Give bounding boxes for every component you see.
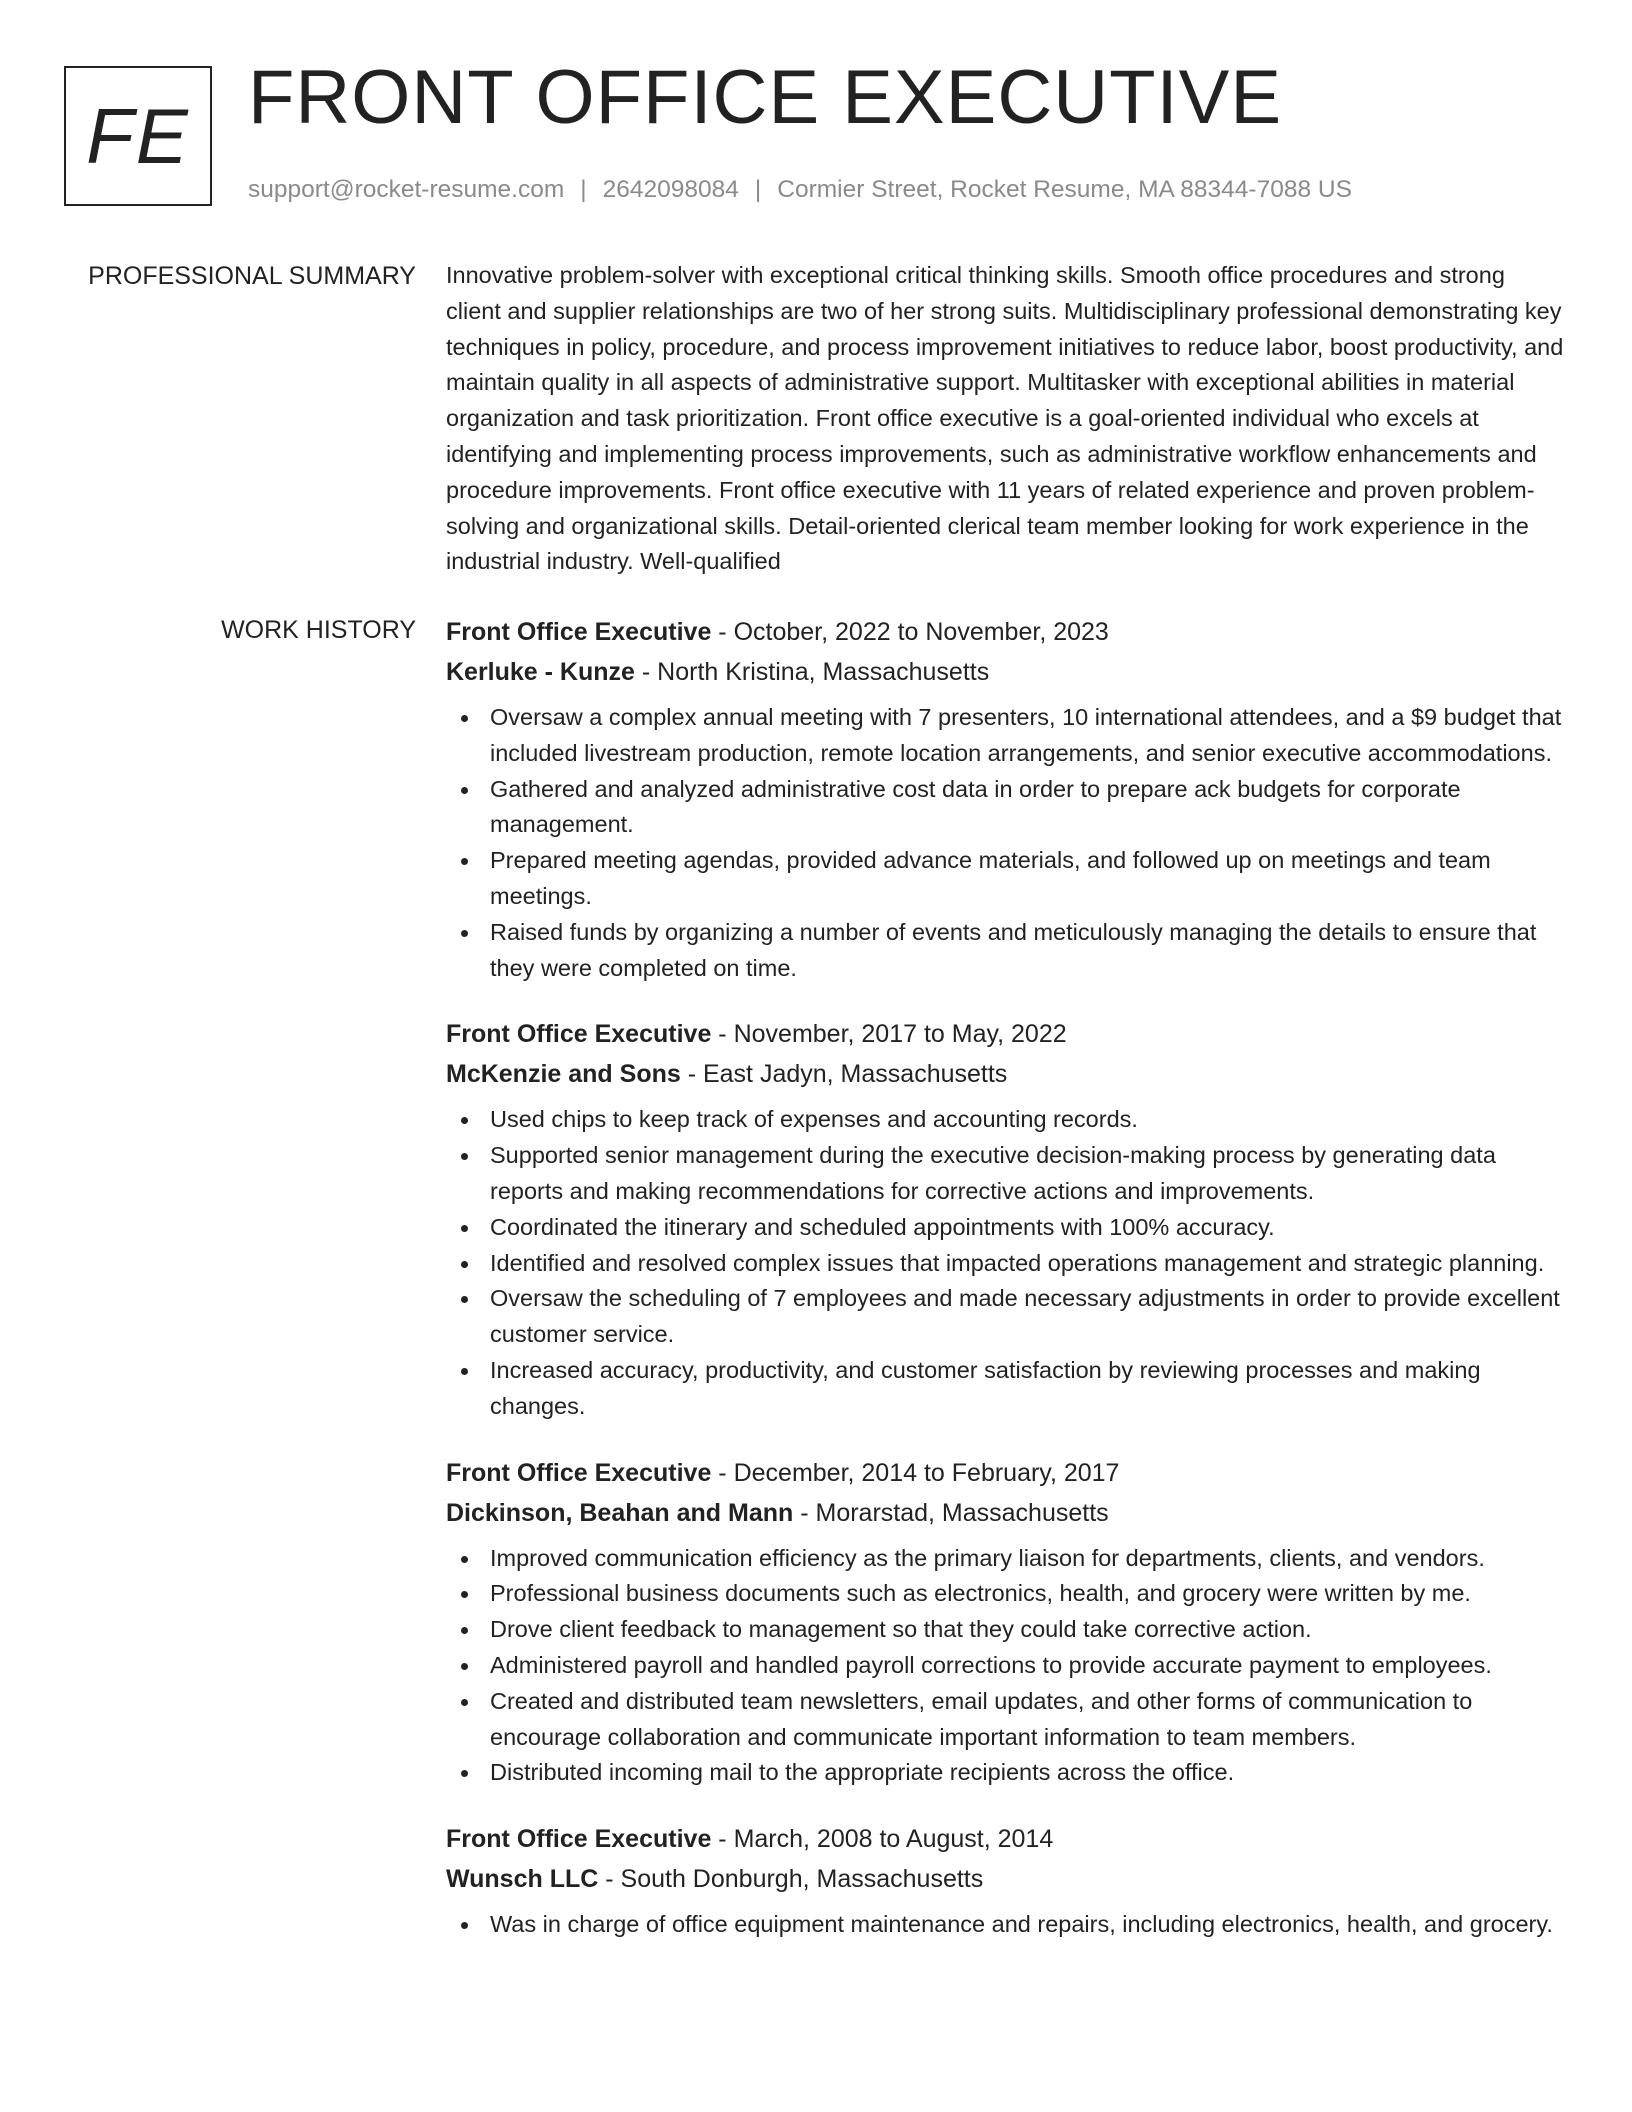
- bullet-icon: [461, 1225, 468, 1232]
- contact-separator: |: [754, 176, 762, 203]
- section-label-summary: PROFESSIONAL SUMMARY: [88, 262, 416, 290]
- job-bullets: [446, 1907, 1566, 1943]
- job-dates: - March, 2008 to August, 2014: [711, 1825, 1054, 1854]
- job-company-line: [446, 1054, 1566, 1094]
- job-title: Front Office Executive: [446, 1458, 712, 1487]
- job-title-line: [446, 1819, 1566, 1859]
- job-bullet: Oversaw the scheduling of 7 employees and made necessary adjustments in order to provide excellent customer service.: [446, 1281, 1566, 1353]
- section-label-work-history: WORK HISTORY: [221, 616, 416, 644]
- bullet-icon: [461, 1627, 468, 1634]
- candidate-name: FRONT OFFICE EXECUTIVE: [248, 55, 1283, 140]
- contact-address: Cormier Street, Rocket Resume, MA 88344-7088 US: [777, 176, 1352, 203]
- job-bullet: Improved communication efficiency as the primary liaison for departments, clients, and vendors.: [446, 1541, 1566, 1577]
- job-bullet: Created and distributed team newsletters, email updates, and other forms of communication to encourage collaboration and communicate important information to team members.: [446, 1684, 1566, 1756]
- bullet-icon: [461, 1770, 468, 1777]
- job-bullet: Distributed incoming mail to the appropriate recipients across the office.: [446, 1755, 1566, 1791]
- monogram-badge: FE: [64, 66, 212, 206]
- job-title-line: [446, 1453, 1566, 1493]
- job-company: Dickinson, Beahan and Mann: [446, 1498, 794, 1527]
- bullet-icon: [461, 1922, 468, 1929]
- job-bullet: Supported senior management during the executive decision-making process by generating data reports and making recommendations for corrective actions and improvements.: [446, 1138, 1566, 1210]
- job-company: McKenzie and Sons: [446, 1060, 681, 1089]
- job-entry: [446, 612, 1566, 986]
- bullet-icon: [461, 1663, 468, 1670]
- job-entry: [446, 1014, 1566, 1424]
- job-title: Front Office Executive: [446, 1825, 712, 1854]
- job-bullet: Gathered and analyzed administrative cost data in order to prepare ack budgets for corporate management.: [446, 772, 1566, 844]
- job-company-line: [446, 1859, 1566, 1899]
- job-dates: - October, 2022 to November, 2023: [711, 618, 1109, 646]
- bullet-icon: [461, 1556, 468, 1563]
- job-bullets: [446, 1102, 1566, 1424]
- job-company-line: [446, 1493, 1566, 1533]
- summary-text: Innovative problem-solver with exceptional critical thinking skills. Smooth office procedures and strong client and supplier relationships are two of her strong suits. Multidisciplinary professional demonstrating key techniques in policy, procedure, and process improvement initiatives to reduce labor, boost productivity, and maintain quality in all aspects of administrative support. Multitasker with exceptional abilities in material organization and task prioritization. Front office executive is a goal-oriented individual who excels at identifying and implementing process improvements, such as administrative workflow enhancements and procedure improvements. Front office executive with 11 years of related experience and proven problem-solving and organizational skills. Detail-oriented clerical team member looking for work experience in the industrial industry. Well-qualified: [446, 262, 1564, 575]
- bullet-icon: [461, 858, 468, 865]
- job-company: Wunsch LLC: [446, 1865, 599, 1894]
- job-bullet: Used chips to keep track of expenses and accounting records.: [446, 1102, 1566, 1138]
- contact-line: [248, 176, 1352, 204]
- job-bullet: Was in charge of office equipment maintenance and repairs, including electronics, health, and grocery.: [446, 1907, 1566, 1943]
- job-bullet: Identified and resolved complex issues that impacted operations management and strategic planning.: [446, 1246, 1566, 1282]
- bullet-icon: [461, 1296, 468, 1303]
- job-company-line: [446, 652, 1566, 692]
- job-entry: [446, 1453, 1566, 1792]
- job-location: - North Kristina, Massachusetts: [634, 658, 990, 686]
- bullet-icon: [461, 1261, 468, 1268]
- job-bullets: [446, 1541, 1566, 1792]
- job-bullet: Oversaw a complex annual meeting with 7 presenters, 10 international attendees, and a $9 budget that included livestream production, remote location arrangements, and senior executive accommodations.: [446, 700, 1566, 772]
- job-location: - East Jadyn, Massachusetts: [680, 1060, 1008, 1089]
- job-dates: - November, 2017 to May, 2022: [711, 1020, 1067, 1049]
- job-bullet: Professional business documents such as electronics, health, and grocery were written by me.: [446, 1576, 1566, 1612]
- job-company: Kerluke - Kunze: [446, 658, 635, 686]
- job-bullet: Administered payroll and handled payroll corrections to provide accurate payment to employees.: [446, 1648, 1566, 1684]
- bullet-icon: [461, 715, 468, 722]
- job-bullet: Drove client feedback to management so that they could take corrective action.: [446, 1612, 1566, 1648]
- job-title-line: [446, 612, 1566, 652]
- job-bullet: Prepared meeting agendas, provided advance materials, and followed up on meetings and team meetings.: [446, 843, 1566, 915]
- job-bullet: Coordinated the itinerary and scheduled appointments with 100% accuracy.: [446, 1210, 1566, 1246]
- bullet-icon: [461, 1591, 468, 1598]
- job-location: - South Donburgh, Massachusetts: [598, 1865, 984, 1894]
- job-title: Front Office Executive: [446, 618, 712, 646]
- job-title: Front Office Executive: [446, 1020, 712, 1049]
- job-list: [446, 612, 1566, 1971]
- job-location: - Morarstad, Massachusetts: [793, 1498, 1109, 1527]
- contact-phone[interactable]: 2642098084: [602, 176, 739, 203]
- job-title-line: [446, 1014, 1566, 1054]
- contact-separator: |: [580, 176, 587, 203]
- bullet-icon: [461, 1117, 468, 1124]
- job-bullet: Raised funds by organizing a number of events and meticulously managing the details to ensure that they were completed on time.: [446, 915, 1566, 987]
- contact-email[interactable]: support@rocket-resume.com: [248, 176, 565, 203]
- bullet-icon: [461, 930, 468, 937]
- job-dates: - December, 2014 to February, 2017: [711, 1458, 1120, 1487]
- bullet-icon: [461, 787, 468, 794]
- bullet-icon: [461, 1368, 468, 1375]
- job-entry: [446, 1819, 1566, 1943]
- bullet-icon: [461, 1153, 468, 1160]
- bullet-icon: [461, 1699, 468, 1706]
- job-bullet: Increased accuracy, productivity, and customer satisfaction by reviewing processes and making changes.: [446, 1353, 1566, 1425]
- job-bullets: [446, 700, 1566, 986]
